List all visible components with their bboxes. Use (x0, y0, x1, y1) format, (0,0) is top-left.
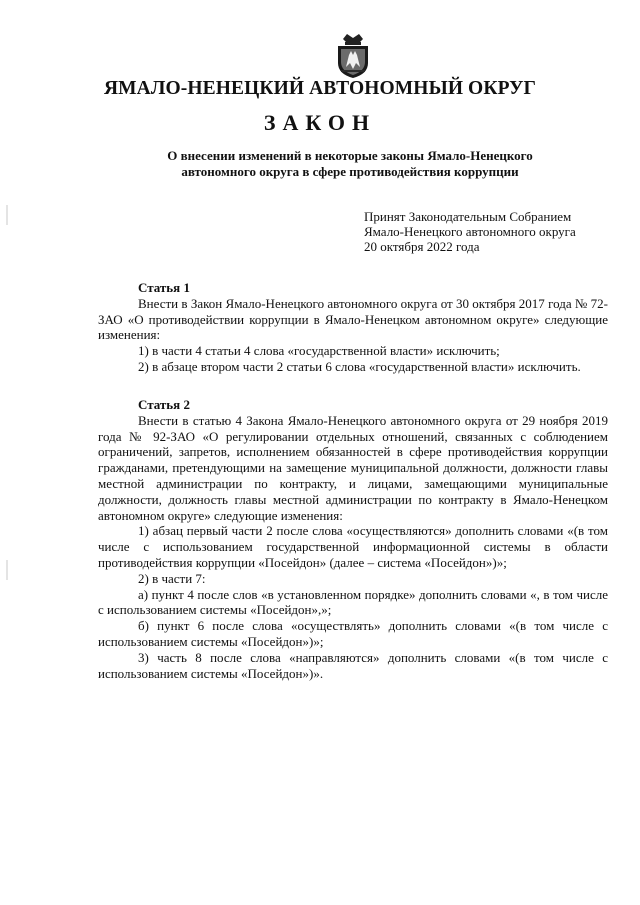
article-heading: Статья 2 (138, 397, 190, 412)
article-paragraph: а) пункт 4 после слов «в установленном порядке» дополнить словами «, в том числе с использованием системы «Посейдон»,»; (98, 586, 608, 618)
article-paragraph: Внести в статью 4 Закона Ямало-Ненецкого автономного округа от 29 ноября 2019 года № 92-ЗАО «О регулировании отдельных отношений, связанных с соблюдением ограничений, запретов, исполнением обязанностей в сфере противодействия коррупции гражданами, претендующими на замещение муниципальной должности, должности главы местной администрации по контракту, и лицами, замещающими муниципальные должности, должность главы местной администрации по контракту в Ямало-Ненецком автономном округе» следующие изменения: (98, 412, 608, 523)
article-heading: Статья 1 (138, 280, 190, 295)
document-title (100, 148, 600, 180)
scan-margin-mark (6, 205, 8, 225)
adoption-line: Принят Законодательным Собранием (364, 209, 572, 224)
adoption-date: 20 октября 2022 года (364, 239, 480, 254)
region-name: ЯМАЛО-НЕНЕЦКИЙ АВТОНОМНЫЙ ОКРУГ (103, 78, 537, 99)
article-paragraph: 2) в части 7: (138, 570, 206, 586)
adoption-note (364, 209, 576, 254)
document-title-line: О внесении изменений в некоторые законы Ямало-Ненецкого (167, 148, 533, 163)
article-1 (98, 280, 608, 375)
document-title-line: автономного округа в сфере противодействия коррупции (181, 164, 519, 179)
coat-of-arms-emblem (333, 33, 373, 79)
adoption-line: Ямало-Ненецкого автономного округа (364, 224, 576, 239)
document-type: ЗАКОН (263, 110, 377, 135)
article-paragraph: Внести в Закон Ямало-Ненецкого автономного округа от 30 октября 2017 года № 72-ЗАО «О противодействии коррупции в Ямало-Ненецком автономном округе» следующие изменения: (98, 295, 608, 343)
article-paragraph: 1) абзац первый части 2 после слова «осуществляются» дополнить словами «(в том числе с использованием государственной информационной системы в области противодействия коррупции «Посейдон» (далее – система «Посейдон»)»; (98, 523, 608, 570)
article-2 (98, 397, 608, 681)
article-paragraph: 3) часть 8 после слова «направляются» дополнить словами «(в том числе с использованием системы «Посейдон»)». (98, 649, 608, 681)
article-paragraph: 2) в абзаце втором части 2 статьи 6 слова «государственной власти» исключить. (138, 358, 581, 374)
scan-margin-mark (6, 560, 8, 580)
article-paragraph: б) пункт 6 после слова «осуществлять» дополнить словами «(в том числе с использованием системы «Посейдон»)»; (98, 618, 608, 649)
article-paragraph: 1) в части 4 статьи 4 слова «государственной власти» исключить; (138, 343, 500, 359)
